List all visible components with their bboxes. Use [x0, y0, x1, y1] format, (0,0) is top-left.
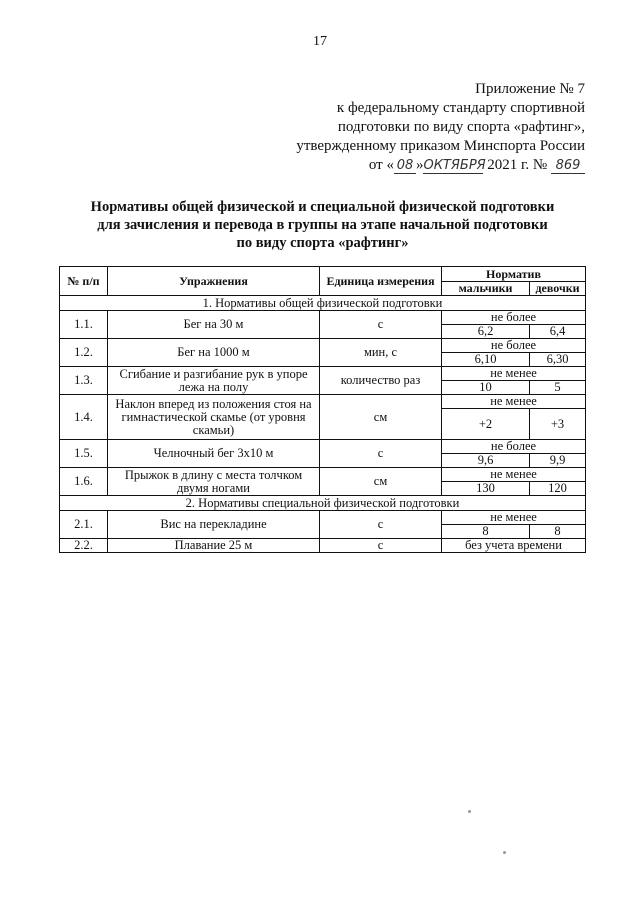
scan-speck	[503, 851, 506, 854]
appendix-line-2: к федеральному стандарту спортивной	[336, 100, 585, 116]
row-unit: с	[320, 311, 442, 339]
row-condition: не менее	[442, 468, 586, 482]
table-row	[60, 468, 586, 482]
row-girls: 6,30	[530, 353, 586, 367]
row-boys: 9,6	[442, 454, 530, 468]
table-row	[60, 367, 586, 381]
row-boys: 8	[442, 525, 530, 539]
row-boys: 6,2	[442, 325, 530, 339]
row-boys: 6,10	[442, 353, 530, 367]
row-condition: не более	[442, 311, 586, 325]
row-boys: 130	[442, 482, 530, 496]
row-exercise: Челночный бег 3x10 м	[108, 440, 320, 468]
row-exercise: Прыжок в длину с места толчком двумя ногами	[108, 468, 320, 496]
date-mid: »	[415, 157, 424, 173]
row-girls: +3	[530, 409, 586, 440]
norms-table	[59, 266, 586, 553]
title-line-3: по виду спорта «рафтинг»	[236, 235, 409, 251]
row-girls: 6,4	[530, 325, 586, 339]
header-girls: девочки	[530, 282, 586, 296]
row-unit: мин, с	[320, 339, 442, 367]
table-row	[60, 511, 586, 525]
row-num: 1.3.	[60, 367, 108, 395]
row-num: 1.4.	[60, 395, 108, 440]
row-girls: 9,9	[530, 454, 586, 468]
row-exercise: Плавание 25 м	[108, 539, 320, 553]
table-row	[60, 339, 586, 353]
row-unit: количество раз	[320, 367, 442, 395]
row-merged-norm: без учета времени	[442, 539, 586, 553]
row-num: 2.2.	[60, 539, 108, 553]
section-title: 1. Нормативы общей физической подготовки	[60, 296, 586, 311]
row-unit: с	[320, 539, 442, 553]
row-num: 1.1.	[60, 311, 108, 339]
row-condition: не менее	[442, 511, 586, 525]
title-line-1: Нормативы общей физической и специальной физической подготовки	[90, 199, 555, 215]
row-exercise: Вис на перекладине	[108, 511, 320, 539]
section-title: 2. Нормативы специальной физической подготовки	[60, 496, 586, 511]
header-norm: Норматив	[442, 267, 586, 282]
document-title	[60, 198, 585, 252]
row-num: 1.6.	[60, 468, 108, 496]
row-num: 1.5.	[60, 440, 108, 468]
table-row	[60, 311, 586, 325]
row-condition: не менее	[442, 395, 586, 409]
handwritten-day: 08	[394, 159, 416, 174]
row-condition: не более	[442, 440, 586, 454]
row-condition: не более	[442, 339, 586, 353]
row-condition: не менее	[442, 367, 586, 381]
appendix-line-3: подготовки по виду спорта «рафтинг»,	[337, 119, 585, 135]
row-num: 2.1.	[60, 511, 108, 539]
row-girls: 5	[530, 381, 586, 395]
row-exercise: Бег на 1000 м	[108, 339, 320, 367]
row-num: 1.2.	[60, 339, 108, 367]
row-girls: 120	[530, 482, 586, 496]
header-boys: мальчики	[442, 282, 530, 296]
row-exercise: Сгибание и разгибание рук в упоре лежа на полу	[108, 367, 320, 395]
appendix-line-4: утвержденному приказом Минспорта России	[296, 138, 585, 154]
row-girls: 8	[530, 525, 586, 539]
row-unit: с	[320, 440, 442, 468]
appendix-block	[285, 80, 585, 175]
handwritten-month: ОКТЯБРЯ	[423, 158, 486, 173]
table-row	[60, 539, 586, 553]
date-year: 2021 г. №	[487, 157, 548, 173]
row-exercise: Наклон вперед из положения стоя на гимнастической скамье (от уровня скамьи)	[108, 395, 320, 440]
handwritten-order-number: 869	[551, 159, 585, 174]
page-number: 17	[313, 34, 327, 49]
row-unit: с	[320, 511, 442, 539]
row-boys: +2	[442, 409, 530, 440]
row-exercise: Бег на 30 м	[108, 311, 320, 339]
title-line-2: для зачисления и перевода в группы на этапе начальной подготовки	[97, 217, 548, 233]
date-prefix: от «	[368, 157, 394, 173]
header-num: № п/п	[60, 267, 108, 296]
table-row	[60, 440, 586, 454]
row-unit: см	[320, 395, 442, 440]
row-unit: см	[320, 468, 442, 496]
header-exercise: Упражнения	[108, 267, 320, 296]
header-unit: Единица измерения	[320, 267, 442, 296]
appendix-line-1: Приложение № 7	[475, 81, 585, 97]
scan-speck	[468, 810, 471, 813]
appendix-date-line	[285, 156, 585, 175]
table-row	[60, 395, 586, 409]
row-boys: 10	[442, 381, 530, 395]
